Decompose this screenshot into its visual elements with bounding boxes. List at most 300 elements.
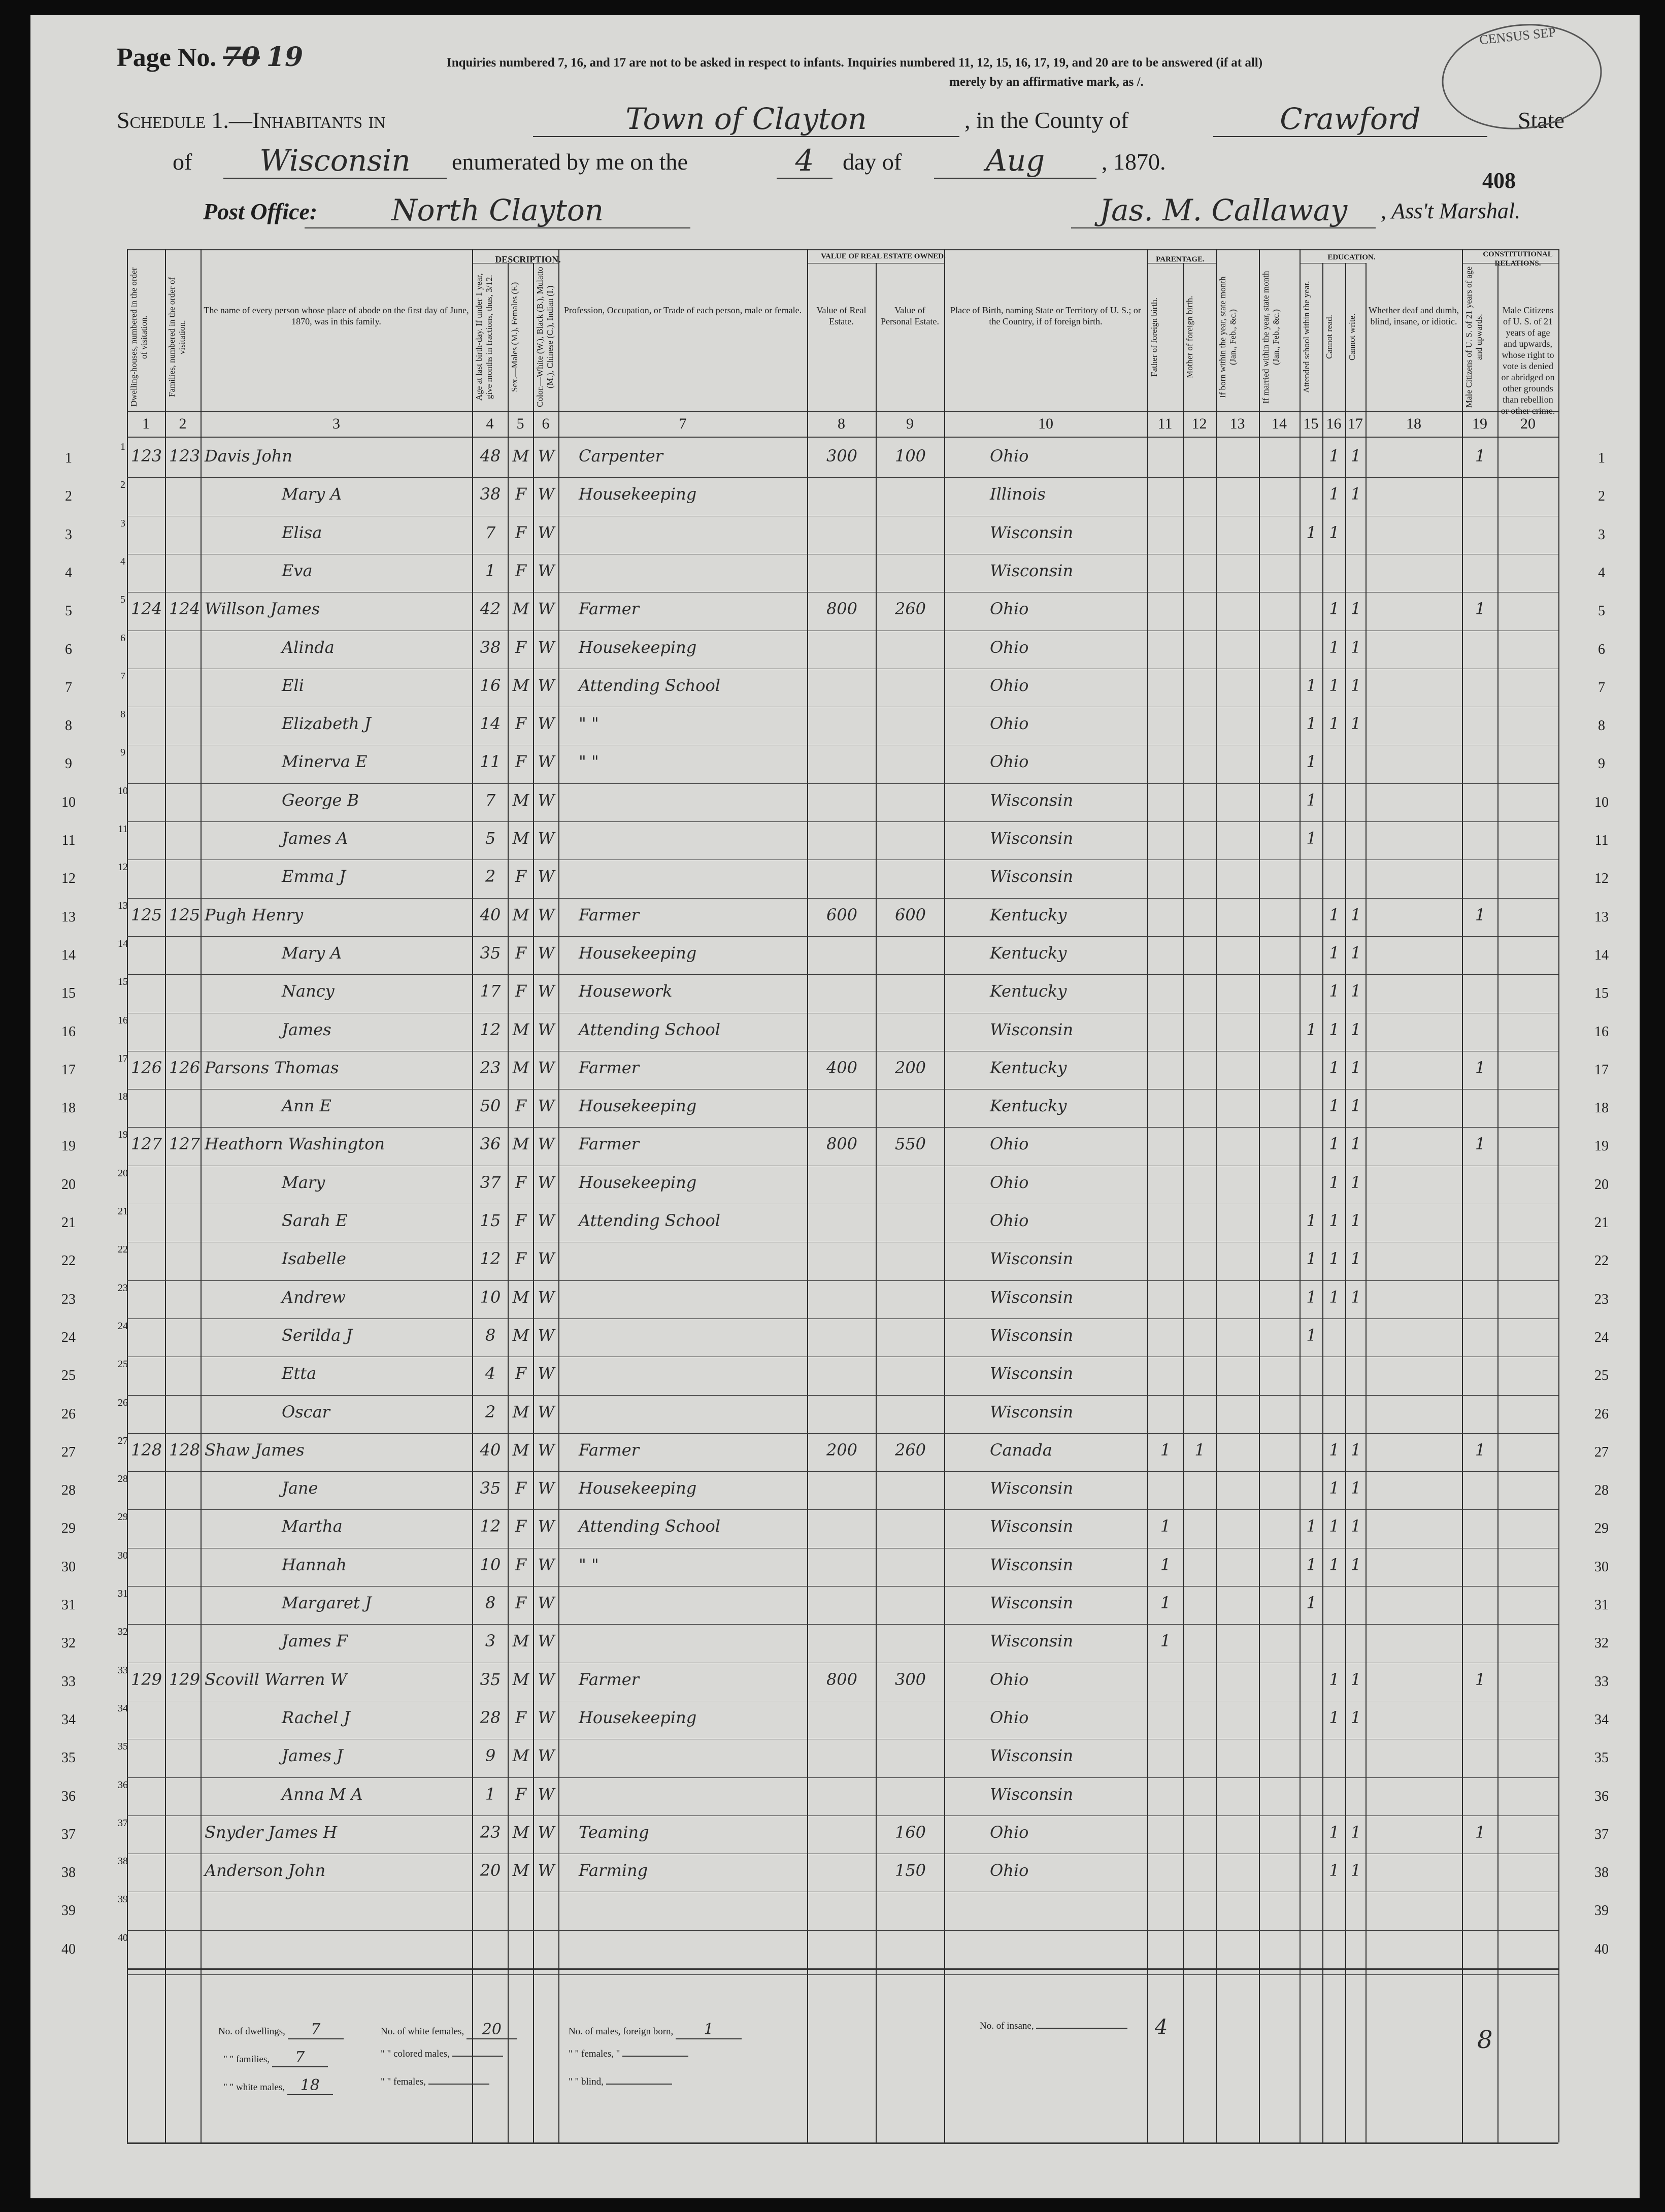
sex: F (515, 1555, 527, 1574)
row-number-right: 10 (1594, 794, 1609, 810)
row-number-inner: 35 (118, 1741, 128, 1753)
table-row (30, 1930, 1640, 1968)
row-number-left: 6 (65, 641, 72, 657)
table-top-border (127, 249, 1558, 250)
person-name: Scovill Warren W (205, 1669, 347, 1689)
family-number: 129 (169, 1669, 201, 1689)
row-number-right: 33 (1594, 1673, 1609, 1690)
person-name: James F (282, 1631, 348, 1651)
cannot-read-mark: 1 (1329, 1249, 1340, 1269)
summary-females-value (428, 2084, 489, 2085)
cannot-read-mark: 1 (1329, 1019, 1340, 1039)
person-name: Eli (282, 675, 304, 695)
birthplace: Wisconsin (990, 522, 1074, 542)
column-header-15: Attended school within the year. (1302, 281, 1311, 393)
age: 12 (480, 1516, 501, 1536)
row-number-right: 6 (1598, 641, 1605, 657)
row-number-left: 35 (61, 1750, 76, 1766)
person-name: George B (282, 790, 359, 810)
age: 12 (480, 1249, 501, 1269)
of-label: of (173, 149, 192, 175)
citizen-tally: 8 (1477, 2026, 1493, 2054)
row-number-left: 36 (61, 1788, 76, 1804)
summary-bottom-border (127, 2142, 1558, 2144)
birthplace: Wisconsin (990, 1593, 1074, 1612)
column-header-8: Value of Real Estate. (816, 305, 867, 326)
sex: M (512, 1134, 529, 1154)
column-number-16: 16 (1326, 415, 1342, 432)
color: W (538, 1478, 555, 1498)
color: W (538, 522, 555, 542)
birthplace: Ohio (990, 1172, 1029, 1192)
cannot-write-mark: 1 (1350, 1707, 1361, 1727)
age: 8 (485, 1593, 496, 1612)
occupation: Farmer (579, 1058, 639, 1077)
row-number-inner: 32 (118, 1626, 128, 1638)
birthplace: Canada (990, 1440, 1052, 1460)
row-number-right: 12 (1594, 871, 1609, 887)
column-number-19: 19 (1472, 415, 1487, 432)
row-number-inner: 37 (118, 1817, 128, 1829)
birthplace: Ohio (990, 1669, 1029, 1689)
cannot-read-mark: 1 (1329, 1172, 1340, 1192)
column-number-2: 2 (179, 415, 187, 432)
age: 35 (480, 1478, 501, 1498)
occupation: Farming (579, 1861, 648, 1880)
person-name: Hannah (282, 1555, 347, 1574)
column-number-rule (127, 437, 1558, 438)
color: W (538, 1555, 555, 1574)
row-number-right: 27 (1594, 1444, 1609, 1460)
attended-school-mark: 1 (1306, 790, 1317, 810)
row-number-left: 7 (65, 679, 72, 696)
row-number-left: 25 (61, 1368, 76, 1384)
row-number-inner: 6 (120, 632, 125, 644)
color: W (538, 675, 555, 695)
row-number-left: 15 (61, 985, 76, 1002)
birthplace: Ohio (990, 714, 1029, 734)
row-number-right: 20 (1594, 1176, 1609, 1193)
sex: F (515, 1784, 527, 1804)
row-number-right: 15 (1594, 985, 1609, 1002)
day-value: 4 (777, 143, 832, 179)
cannot-write-mark: 1 (1350, 1669, 1361, 1689)
row-number-inner: 3 (120, 517, 125, 529)
summary-white-males (223, 2076, 333, 2095)
person-name: Minerva E (282, 752, 368, 772)
column-header-14: If married within the year, state month (Jan., Feb., &c.) (1261, 271, 1281, 404)
color: W (538, 981, 555, 1001)
summary-insane (980, 2021, 1127, 2032)
color: W (538, 1402, 555, 1422)
table-row (30, 860, 1640, 898)
row-number-inner: 14 (118, 938, 128, 949)
column-number-7: 7 (679, 415, 687, 432)
male-citizen-mark: 1 (1475, 1440, 1486, 1460)
row-number-inner: 28 (118, 1473, 128, 1485)
cannot-write-mark: 1 (1350, 1058, 1361, 1077)
personal-estate-value: 150 (894, 1861, 926, 1880)
occupation: Farmer (579, 1134, 639, 1154)
table-row (30, 1586, 1640, 1624)
row-number-inner: 10 (118, 785, 128, 797)
birthplace: Ohio (990, 1211, 1029, 1230)
column-number-5: 5 (516, 415, 524, 432)
table-row (30, 1166, 1640, 1204)
cannot-read-mark: 1 (1329, 1058, 1340, 1077)
age: 10 (480, 1287, 501, 1307)
birthplace: Wisconsin (990, 560, 1074, 580)
person-name: Snyder James H (205, 1822, 338, 1842)
occupation: Housework (579, 981, 673, 1001)
birthplace: Wisconsin (990, 1019, 1074, 1039)
sex: F (515, 1593, 527, 1612)
row-number-left: 2 (65, 488, 72, 505)
cannot-read-mark: 1 (1329, 484, 1340, 504)
row-number-left: 3 (65, 526, 72, 543)
sex: M (512, 1669, 529, 1689)
birthplace: Kentucky (990, 1058, 1067, 1077)
person-name: Mary A (282, 484, 342, 504)
attended-school-mark: 1 (1306, 522, 1317, 542)
birthplace: Ohio (990, 1707, 1029, 1727)
row-number-inner: 11 (118, 823, 128, 835)
person-name: Willson James (205, 599, 320, 619)
color: W (538, 484, 555, 504)
summary-dwellings-label: No. of dwellings, (218, 2026, 285, 2037)
age: 10 (480, 1555, 501, 1574)
person-name: Emma J (282, 867, 346, 886)
row-number-inner: 12 (118, 862, 128, 873)
row-number-right: 7 (1598, 679, 1605, 696)
color: W (538, 905, 555, 925)
personal-estate-value: 300 (894, 1669, 926, 1689)
cannot-read-mark: 1 (1329, 1861, 1340, 1880)
real-estate-value: 400 (826, 1058, 858, 1077)
schedule-label: Schedule 1.—Inhabitants in (117, 107, 386, 133)
row-number-inner: 13 (118, 900, 128, 911)
summary-white-males-label: " " white males, (223, 2082, 285, 2093)
row-number-right: 24 (1594, 1329, 1609, 1345)
person-name: Alinda (282, 637, 335, 657)
cannot-write-mark: 1 (1350, 943, 1361, 963)
cannot-write-mark: 1 (1350, 1096, 1361, 1116)
row-number-left: 33 (61, 1673, 76, 1690)
table-row (30, 554, 1640, 592)
cannot-read-mark: 1 (1329, 1211, 1340, 1230)
table-row (30, 1280, 1640, 1318)
color: W (538, 1287, 555, 1307)
color: W (538, 1631, 555, 1651)
person-name: Pugh Henry (205, 905, 304, 925)
age: 8 (485, 1325, 496, 1345)
column-number-20: 20 (1520, 415, 1536, 432)
summary-blind (569, 2076, 672, 2088)
row-number-inner: 18 (118, 1091, 128, 1103)
row-number-right: 40 (1594, 1941, 1609, 1957)
birthplace: Ohio (990, 1822, 1029, 1842)
row-number-inner: 21 (118, 1206, 128, 1217)
row-number-left: 37 (61, 1826, 76, 1842)
person-name: Anderson John (205, 1861, 326, 1880)
post-office-value: North Clayton (305, 193, 690, 228)
age: 15 (480, 1211, 501, 1230)
sex: F (515, 1478, 527, 1498)
birthplace: Wisconsin (990, 1249, 1074, 1269)
summary-males-foreign-label: No. of males, foreign born, (569, 2026, 674, 2037)
row-number-left: 1 (65, 450, 72, 466)
row-number-left: 5 (65, 603, 72, 619)
age: 38 (480, 484, 501, 504)
attended-school-mark: 1 (1306, 1325, 1317, 1345)
cannot-read-mark: 1 (1329, 1134, 1340, 1154)
attended-school-mark: 1 (1306, 829, 1317, 848)
column-header-6: Color.—White (W.), Black (B.), Mulatto (M.), Chinese (C.), Indian (I.) (535, 267, 555, 408)
instructions-line-2: merely by an affirmative mark, as /. (949, 75, 1144, 89)
state-label: State (1518, 107, 1564, 133)
real-estate-value: 300 (826, 446, 858, 466)
row-number-left: 22 (61, 1253, 76, 1269)
sex: F (515, 1172, 527, 1192)
cannot-write-mark: 1 (1350, 981, 1361, 1001)
cannot-write-mark: 1 (1350, 905, 1361, 925)
cannot-read-mark: 1 (1329, 1555, 1340, 1574)
male-citizen-mark: 1 (1475, 1134, 1486, 1154)
cannot-write-mark: 1 (1350, 1861, 1361, 1880)
row-number-left: 10 (61, 794, 76, 810)
person-name: Mary A (282, 943, 342, 963)
cannot-read-mark: 1 (1329, 522, 1340, 542)
summary-blind-value (606, 2084, 672, 2085)
sex: M (512, 446, 529, 466)
color: W (538, 1669, 555, 1689)
real-estate-value: 200 (826, 1440, 858, 1460)
person-name: Serilda J (282, 1325, 353, 1345)
sex: M (512, 1287, 529, 1307)
column-number-12: 12 (1191, 415, 1207, 432)
color: W (538, 1211, 555, 1230)
age: 14 (480, 714, 501, 734)
sex: M (512, 1019, 529, 1039)
row-number-inner: 29 (118, 1511, 128, 1523)
row-number-inner: 23 (118, 1282, 128, 1294)
column-number-11: 11 (1157, 415, 1173, 432)
male-citizen-mark: 1 (1475, 446, 1486, 466)
occupation: Attending School (579, 1516, 721, 1536)
color: W (538, 943, 555, 963)
row-number-right: 2 (1598, 488, 1605, 505)
sex: M (512, 1325, 529, 1345)
family-number: 125 (169, 905, 201, 925)
personal-estate-value: 600 (894, 905, 926, 925)
color: W (538, 1019, 555, 1039)
person-name: Margaret J (282, 1593, 372, 1612)
row-number-left: 16 (61, 1024, 76, 1040)
column-number-1: 1 (142, 415, 150, 432)
table-row (30, 745, 1640, 783)
row-number-left: 27 (61, 1444, 76, 1460)
age: 16 (480, 675, 501, 695)
person-name: Parsons Thomas (205, 1058, 339, 1077)
table-row (30, 1471, 1640, 1509)
color: W (538, 829, 555, 848)
attended-school-mark: 1 (1306, 1593, 1317, 1612)
row-number-inner: 5 (120, 594, 125, 606)
table-row (30, 974, 1640, 1012)
row-number-left: 9 (65, 756, 72, 772)
row-number-left: 21 (61, 1215, 76, 1231)
family-number: 124 (169, 599, 201, 619)
table-row (30, 707, 1640, 745)
occupation: Farmer (579, 1440, 639, 1460)
dwelling-number: 126 (131, 1058, 162, 1077)
marshal-name: Jas. M. Callaway (1071, 193, 1376, 228)
cannot-read-mark: 1 (1329, 1707, 1340, 1727)
summary-families-label: " " families, (223, 2054, 270, 2065)
column-number-14: 14 (1272, 415, 1287, 432)
occupation: Housekeeping (579, 1707, 697, 1727)
instructions-line-1: Inquiries numbered 7, 16, and 17 are not to be asked in respect to infants. Inquiries numbered 11, 12, 15, 16, 17, 19, and 20 are to be answered (if at all) (447, 56, 1263, 70)
column-number-3: 3 (332, 415, 340, 432)
age: 1 (485, 560, 496, 580)
sex: F (515, 1516, 527, 1536)
birthplace: Ohio (990, 675, 1029, 695)
person-name: Sarah E (282, 1211, 348, 1230)
row-number-inner: 2 (120, 479, 125, 491)
page-number: 19 (266, 42, 304, 73)
table-row (30, 1013, 1640, 1051)
birthplace: Kentucky (990, 943, 1067, 963)
birthplace: Illinois (990, 484, 1046, 504)
color: W (538, 1058, 555, 1077)
row-number-inner: 8 (120, 709, 125, 720)
cannot-read-mark: 1 (1329, 446, 1340, 466)
occupation: Farmer (579, 599, 639, 619)
color: W (538, 1784, 555, 1804)
dwelling-number: 127 (131, 1134, 162, 1154)
cannot-write-mark: 1 (1350, 637, 1361, 657)
row-number-left: 13 (61, 909, 76, 925)
color: W (538, 867, 555, 886)
row-number-inner: 27 (118, 1435, 128, 1446)
birthplace: Kentucky (990, 1096, 1067, 1116)
group-header-description: DESCRIPTION. (495, 254, 561, 265)
color: W (538, 1516, 555, 1536)
summary-colored-males (381, 2049, 503, 2060)
cannot-read-mark: 1 (1329, 1669, 1340, 1689)
summary-insane-value (1036, 2028, 1127, 2029)
color: W (538, 1096, 555, 1116)
column-header-3: The name of every person whose place of abode on the first day of June, 1870, was in this family. (204, 305, 469, 326)
row-number-inner: 20 (118, 1167, 128, 1179)
age: 40 (480, 1440, 501, 1460)
table-row (30, 821, 1640, 860)
age: 42 (480, 599, 501, 619)
age: 35 (480, 1669, 501, 1689)
row-number-right: 19 (1594, 1138, 1609, 1154)
row-number-right: 14 (1594, 947, 1609, 963)
sex: F (515, 522, 527, 542)
age: 37 (480, 1172, 501, 1192)
occupation: Housekeeping (579, 637, 697, 657)
age: 1 (485, 1784, 496, 1804)
column-number-13: 13 (1229, 415, 1245, 432)
column-header-4: Age at last birth-day. If under 1 year, give months in fractions, thus, 3/12. (474, 273, 494, 401)
father-foreign-mark: 1 (1160, 1555, 1171, 1574)
sex: M (512, 675, 529, 695)
sex: M (512, 790, 529, 810)
age: 23 (480, 1822, 501, 1842)
birthplace: Ohio (990, 599, 1029, 619)
color: W (538, 752, 555, 772)
column-header-11: Father of foreign birth. (1149, 298, 1159, 377)
father-foreign-mark: 1 (1160, 1440, 1171, 1460)
personal-estate-value: 100 (894, 446, 926, 466)
table-row (30, 1089, 1640, 1127)
sex: M (512, 1440, 529, 1460)
stamped-page-number: 408 (1482, 168, 1516, 193)
cannot-write-mark: 1 (1350, 1555, 1361, 1574)
age: 35 (480, 943, 501, 963)
birthplace: Wisconsin (990, 790, 1074, 810)
row-number-inner: 17 (118, 1052, 128, 1064)
occupation: Teaming (579, 1822, 649, 1842)
row-number-inner: 33 (118, 1664, 128, 1676)
sex: F (515, 1096, 527, 1116)
age: 2 (485, 1402, 496, 1422)
marshal-label: , Ass't Marshal. (1381, 199, 1521, 223)
row-number-right: 22 (1594, 1253, 1609, 1269)
person-name: Heathorn Washington (205, 1134, 385, 1154)
family-number: 123 (169, 446, 201, 466)
row-number-right: 36 (1594, 1788, 1609, 1804)
person-name: Etta (282, 1364, 317, 1383)
row-number-left: 19 (61, 1138, 76, 1154)
person-name: Elizabeth J (282, 714, 371, 734)
table-row (30, 1892, 1640, 1930)
row-number-right: 32 (1594, 1635, 1609, 1652)
person-name: Mary (282, 1172, 325, 1192)
male-citizen-mark: 1 (1475, 1058, 1486, 1077)
row-number-right: 30 (1594, 1559, 1609, 1575)
dwelling-number: 124 (131, 599, 162, 619)
row-number-left: 39 (61, 1903, 76, 1919)
person-name: Andrew (282, 1287, 346, 1307)
summary-colored-males-label: " " colored males, (381, 2049, 450, 2059)
birthplace: Kentucky (990, 905, 1067, 925)
row-number-left: 38 (61, 1865, 76, 1881)
sex: M (512, 1822, 529, 1842)
cannot-read-mark: 1 (1329, 637, 1340, 657)
sex: F (515, 1211, 527, 1230)
column-header-19: Male Citizens of U. S. of 21 years of age and upwards. (1464, 266, 1484, 408)
column-number-10: 10 (1038, 415, 1053, 432)
birthplace: Ohio (990, 1134, 1029, 1154)
summary-females-label: " " females, (381, 2076, 426, 2087)
person-name: Nancy (282, 981, 335, 1001)
post-office-label: Post Office: (203, 199, 318, 224)
color: W (538, 714, 555, 734)
summary-females-foreign-label: " " females, " (569, 2049, 620, 2059)
occupation: " " (579, 1555, 599, 1574)
person-name: James J (282, 1746, 343, 1766)
occupation: Attending School (579, 675, 721, 695)
table-row (30, 1395, 1640, 1433)
row-number-left: 20 (61, 1176, 76, 1193)
column-header-16: Cannot read. (1324, 315, 1334, 359)
cannot-write-mark: 1 (1350, 1249, 1361, 1269)
occupation: Farmer (579, 1669, 639, 1689)
